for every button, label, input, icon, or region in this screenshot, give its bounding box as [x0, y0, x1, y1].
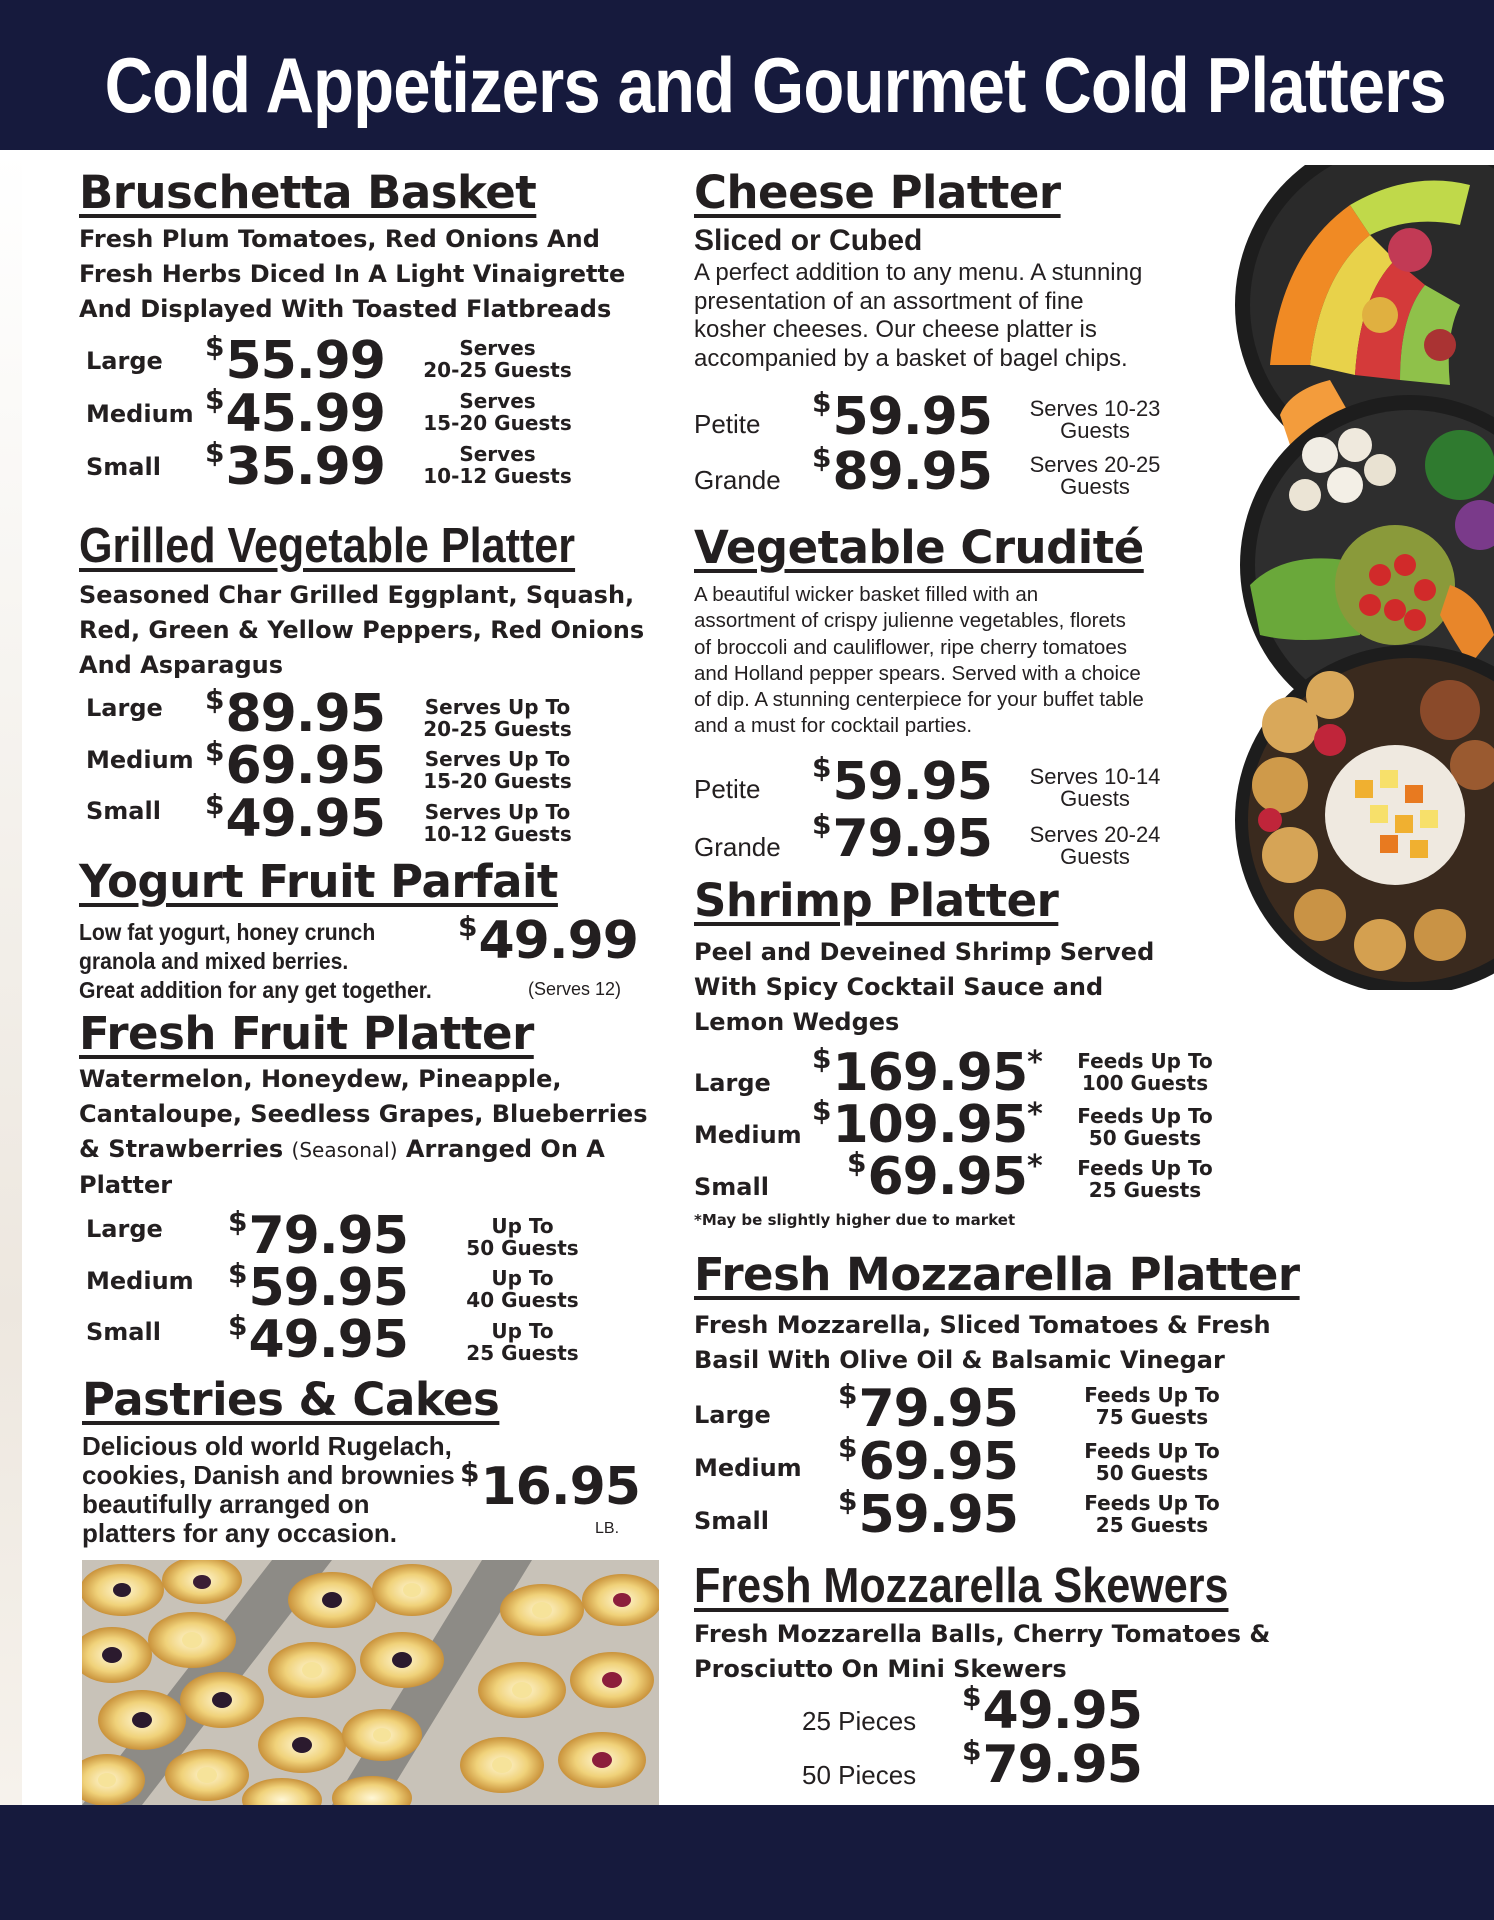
price: $49.95: [205, 788, 385, 849]
size-label: Large: [86, 694, 163, 722]
serves-text: Serves Up To 10-12 Guests: [423, 800, 572, 846]
serves-text: Up To 40 Guests: [466, 1266, 579, 1312]
price: $59.95: [812, 751, 992, 812]
price: $45.99: [205, 383, 385, 444]
serves-text: Up To 50 Guests: [466, 1214, 579, 1260]
price: $79.95: [812, 808, 992, 869]
mozzarella-platter-description: Fresh Mozzarella, Sliced Tomatoes & Fresh Basil With Olive Oil & Balsamic Vinegar: [694, 1311, 1271, 1374]
serves-text: Serves 10-23 Guests: [1029, 396, 1161, 443]
serves-text: Feeds Up To 50 Guests: [1084, 1439, 1220, 1485]
price: $49.95: [962, 1680, 1142, 1741]
size-label: Small: [86, 453, 161, 481]
mozzarella-skewers-title: Fresh Mozzarella Skewers: [694, 1559, 1229, 1613]
serves-text: Up To 25 Guests: [466, 1319, 579, 1365]
serves-text: Serves 10-12 Guests: [423, 442, 572, 488]
serves-text: Serves Up To 20-25 Guests: [423, 695, 572, 741]
cheese-description: A perfect addition to any menu. A stunning presentation of an assortment of fine kosher cheeses. Our cheese platter is accompanied by a basket of bagel chips.: [694, 259, 1143, 372]
size-label: Large: [86, 1215, 163, 1243]
left-decorative-strip: [0, 150, 22, 1805]
mozzarella-skewers-description: Fresh Mozzarella Balls, Cherry Tomatoes & Prosciutto On Mini Skewers: [694, 1620, 1271, 1683]
size-label: Medium: [86, 400, 194, 428]
price: $79.95: [228, 1205, 408, 1266]
size-label: Small: [86, 1318, 161, 1346]
pastry-photo: [82, 1560, 659, 1805]
yogurt-serves: (Serves 12): [528, 979, 622, 999]
shrimp-description: Peel and Deveined Shrimp Served With Spicy Cocktail Sauce and Lemon Wedges: [694, 938, 1155, 1036]
grilled-vegetable-title: Grilled Vegetable Platter: [79, 519, 576, 573]
price: $16.95: [460, 1456, 640, 1517]
size-label: 50 Pieces: [802, 1760, 917, 1790]
size-label: Petite: [694, 774, 761, 804]
price-unit: LB.: [595, 1520, 620, 1537]
size-label: Large: [694, 1069, 771, 1097]
serves-text: Serves 15-20 Guests: [423, 389, 572, 435]
vegetable-crudite-title: Vegetable Crudité: [694, 521, 1144, 574]
food-platters-image: [1210, 165, 1494, 990]
size-label: Small: [86, 797, 161, 825]
cheese-subtitle: Sliced or Cubed: [694, 224, 923, 257]
vegetable-crudite-description: A beautiful wicker basket filled with an assortment of crispy julienne vegetables, florets of broccoli and cauliflower, ripe cherry tomatoes and Holland pepper spears. Served with a choice of dip. A stunning centerpiece for your buffet table and a must for cocktail parties.: [694, 583, 1144, 738]
serves-text: Feeds Up To 50 Guests: [1077, 1104, 1213, 1150]
size-label: Large: [694, 1401, 771, 1429]
size-label: Large: [86, 347, 163, 375]
serves-text: Feeds Up To 25 Guests: [1084, 1491, 1220, 1537]
platters-photo: [1210, 165, 1494, 990]
price: $69.95*: [847, 1146, 1042, 1207]
footer-bar: [0, 1805, 1494, 1920]
price: $69.95: [205, 735, 385, 796]
serves-text: Serves 20-25 Guests: [423, 336, 572, 382]
danish-pastries-image: [82, 1560, 659, 1805]
price: $35.99: [205, 436, 385, 497]
size-label: Small: [694, 1507, 769, 1535]
size-label: Petite: [694, 409, 761, 439]
shrimp-platter-title: Shrimp Platter: [694, 874, 1059, 927]
size-label: Medium: [86, 746, 194, 774]
serves-text: Serves Up To 15-20 Guests: [423, 747, 572, 793]
price: $59.95: [228, 1257, 408, 1318]
cheese-platter-title: Cheese Platter: [694, 166, 1061, 219]
serves-text: Feeds Up To 100 Guests: [1077, 1049, 1213, 1095]
price: $79.95: [838, 1378, 1018, 1439]
size-label: Grande: [694, 832, 781, 862]
bruschetta-title: Bruschetta Basket: [79, 166, 537, 219]
grilled-vegetable-description: Seasoned Char Grilled Eggplant, Squash, Red, Green & Yellow Peppers, Red Onions And Asparagus: [79, 581, 645, 679]
mozzarella-platter-title: Fresh Mozzarella Platter: [694, 1248, 1300, 1301]
price: $59.95: [838, 1484, 1018, 1545]
serves-text: Serves 10-14 Guests: [1029, 764, 1161, 811]
price: $89.95: [812, 441, 992, 502]
yogurt-parfait-title: Yogurt Fruit Parfait: [79, 855, 558, 908]
size-label: Medium: [694, 1121, 802, 1149]
price: $49.95: [228, 1309, 408, 1370]
pastries-title: Pastries & Cakes: [82, 1373, 500, 1426]
size-label: Medium: [694, 1454, 802, 1482]
price: $69.95: [838, 1431, 1018, 1492]
page-title: Cold Appetizers and Gourmet Cold Platters: [104, 41, 1446, 129]
price: $55.99: [205, 330, 385, 391]
yogurt-parfait-description: Low fat yogurt, honey crunch granola and mixed berries. Great addition for any get together.: [79, 919, 432, 1003]
price: $49.99: [458, 910, 638, 971]
price: $59.95: [812, 386, 992, 447]
fresh-fruit-title: Fresh Fruit Platter: [79, 1007, 534, 1060]
size-label: Small: [694, 1173, 769, 1201]
serves-text: Feeds Up To 75 Guests: [1084, 1383, 1220, 1429]
price: $169.95*: [812, 1042, 1042, 1103]
serves-text: Serves 20-25 Guests: [1029, 452, 1161, 499]
size-label: 25 Pieces: [802, 1706, 917, 1736]
pastries-description: Delicious old world Rugelach, cookies, Danish and brownies beautifully arranged on platters for any occasion.: [82, 1431, 455, 1548]
serves-text: Feeds Up To 25 Guests: [1077, 1156, 1213, 1202]
price: $109.95*: [812, 1094, 1042, 1155]
price: $79.95: [962, 1734, 1142, 1795]
price: $89.95: [205, 683, 385, 744]
market-price-note: *May be slightly higher due to market: [694, 1211, 1016, 1229]
bruschetta-description: Fresh Plum Tomatoes, Red Onions And Fresh Herbs Diced In A Light Vinaigrette And Displayed With Toasted Flatbreads: [79, 225, 626, 323]
size-label: Grande: [694, 465, 781, 495]
fresh-fruit-description: Watermelon, Honeydew, Pineapple, Cantaloupe, Seedless Grapes, Blueberries & Strawberries (Seasonal) Arranged On A Platter: [79, 1065, 648, 1199]
serves-text: Serves 20-24 Guests: [1029, 822, 1161, 869]
size-label: Medium: [86, 1267, 194, 1295]
